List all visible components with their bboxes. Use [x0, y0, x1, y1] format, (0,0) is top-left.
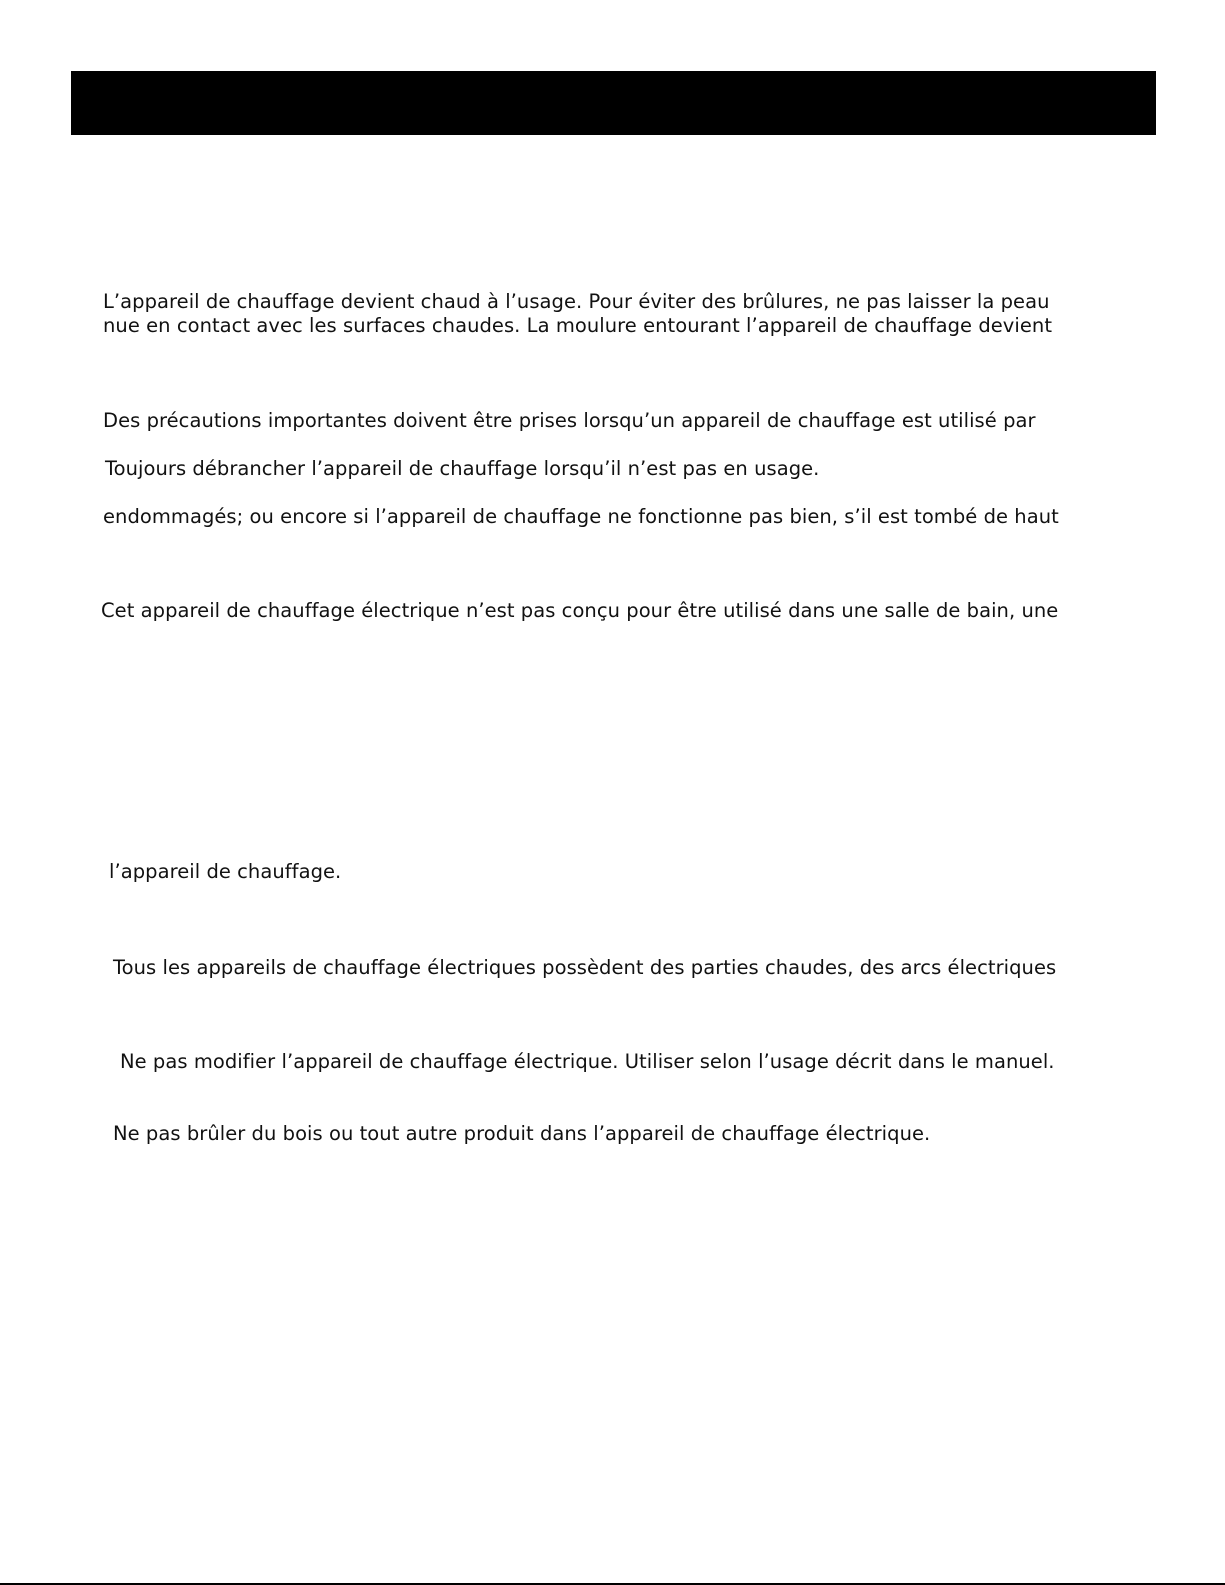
text-line: L’appareil de chauffage devient chaud à l’usage. Pour éviter des brûlures, ne pas laisser la peau: [103, 290, 1050, 313]
text-line: Cet appareil de chauffage électrique n’est pas conçu pour être utilisé dans une salle de bain, une: [101, 599, 1059, 622]
text-line: Ne pas modifier l’appareil de chauffage électrique. Utiliser selon l’usage décrit dans le manuel.: [120, 1050, 1055, 1073]
text-line: Des précautions importantes doivent être prises lorsqu’un appareil de chauffage est utilisé par: [103, 409, 1036, 432]
header-bar: [71, 71, 1156, 135]
text-line: Tous les appareils de chauffage électriques possèdent des parties chaudes, des arcs électriques: [113, 956, 1057, 979]
text-line: Toujours débrancher l’appareil de chauffage lorsqu’il n’est pas en usage.: [105, 457, 820, 480]
text-line: l’appareil de chauffage.: [109, 860, 342, 883]
text-line: endommagés; ou encore si l’appareil de chauffage ne fonctionne pas bien, s’il est tombé de haut: [103, 505, 1059, 528]
text-line: Ne pas brûler du bois ou tout autre produit dans l’appareil de chauffage électrique.: [113, 1122, 931, 1145]
text-line: nue en contact avec les surfaces chaudes. La moulure entourant l’appareil de chauffage devient: [103, 314, 1053, 337]
